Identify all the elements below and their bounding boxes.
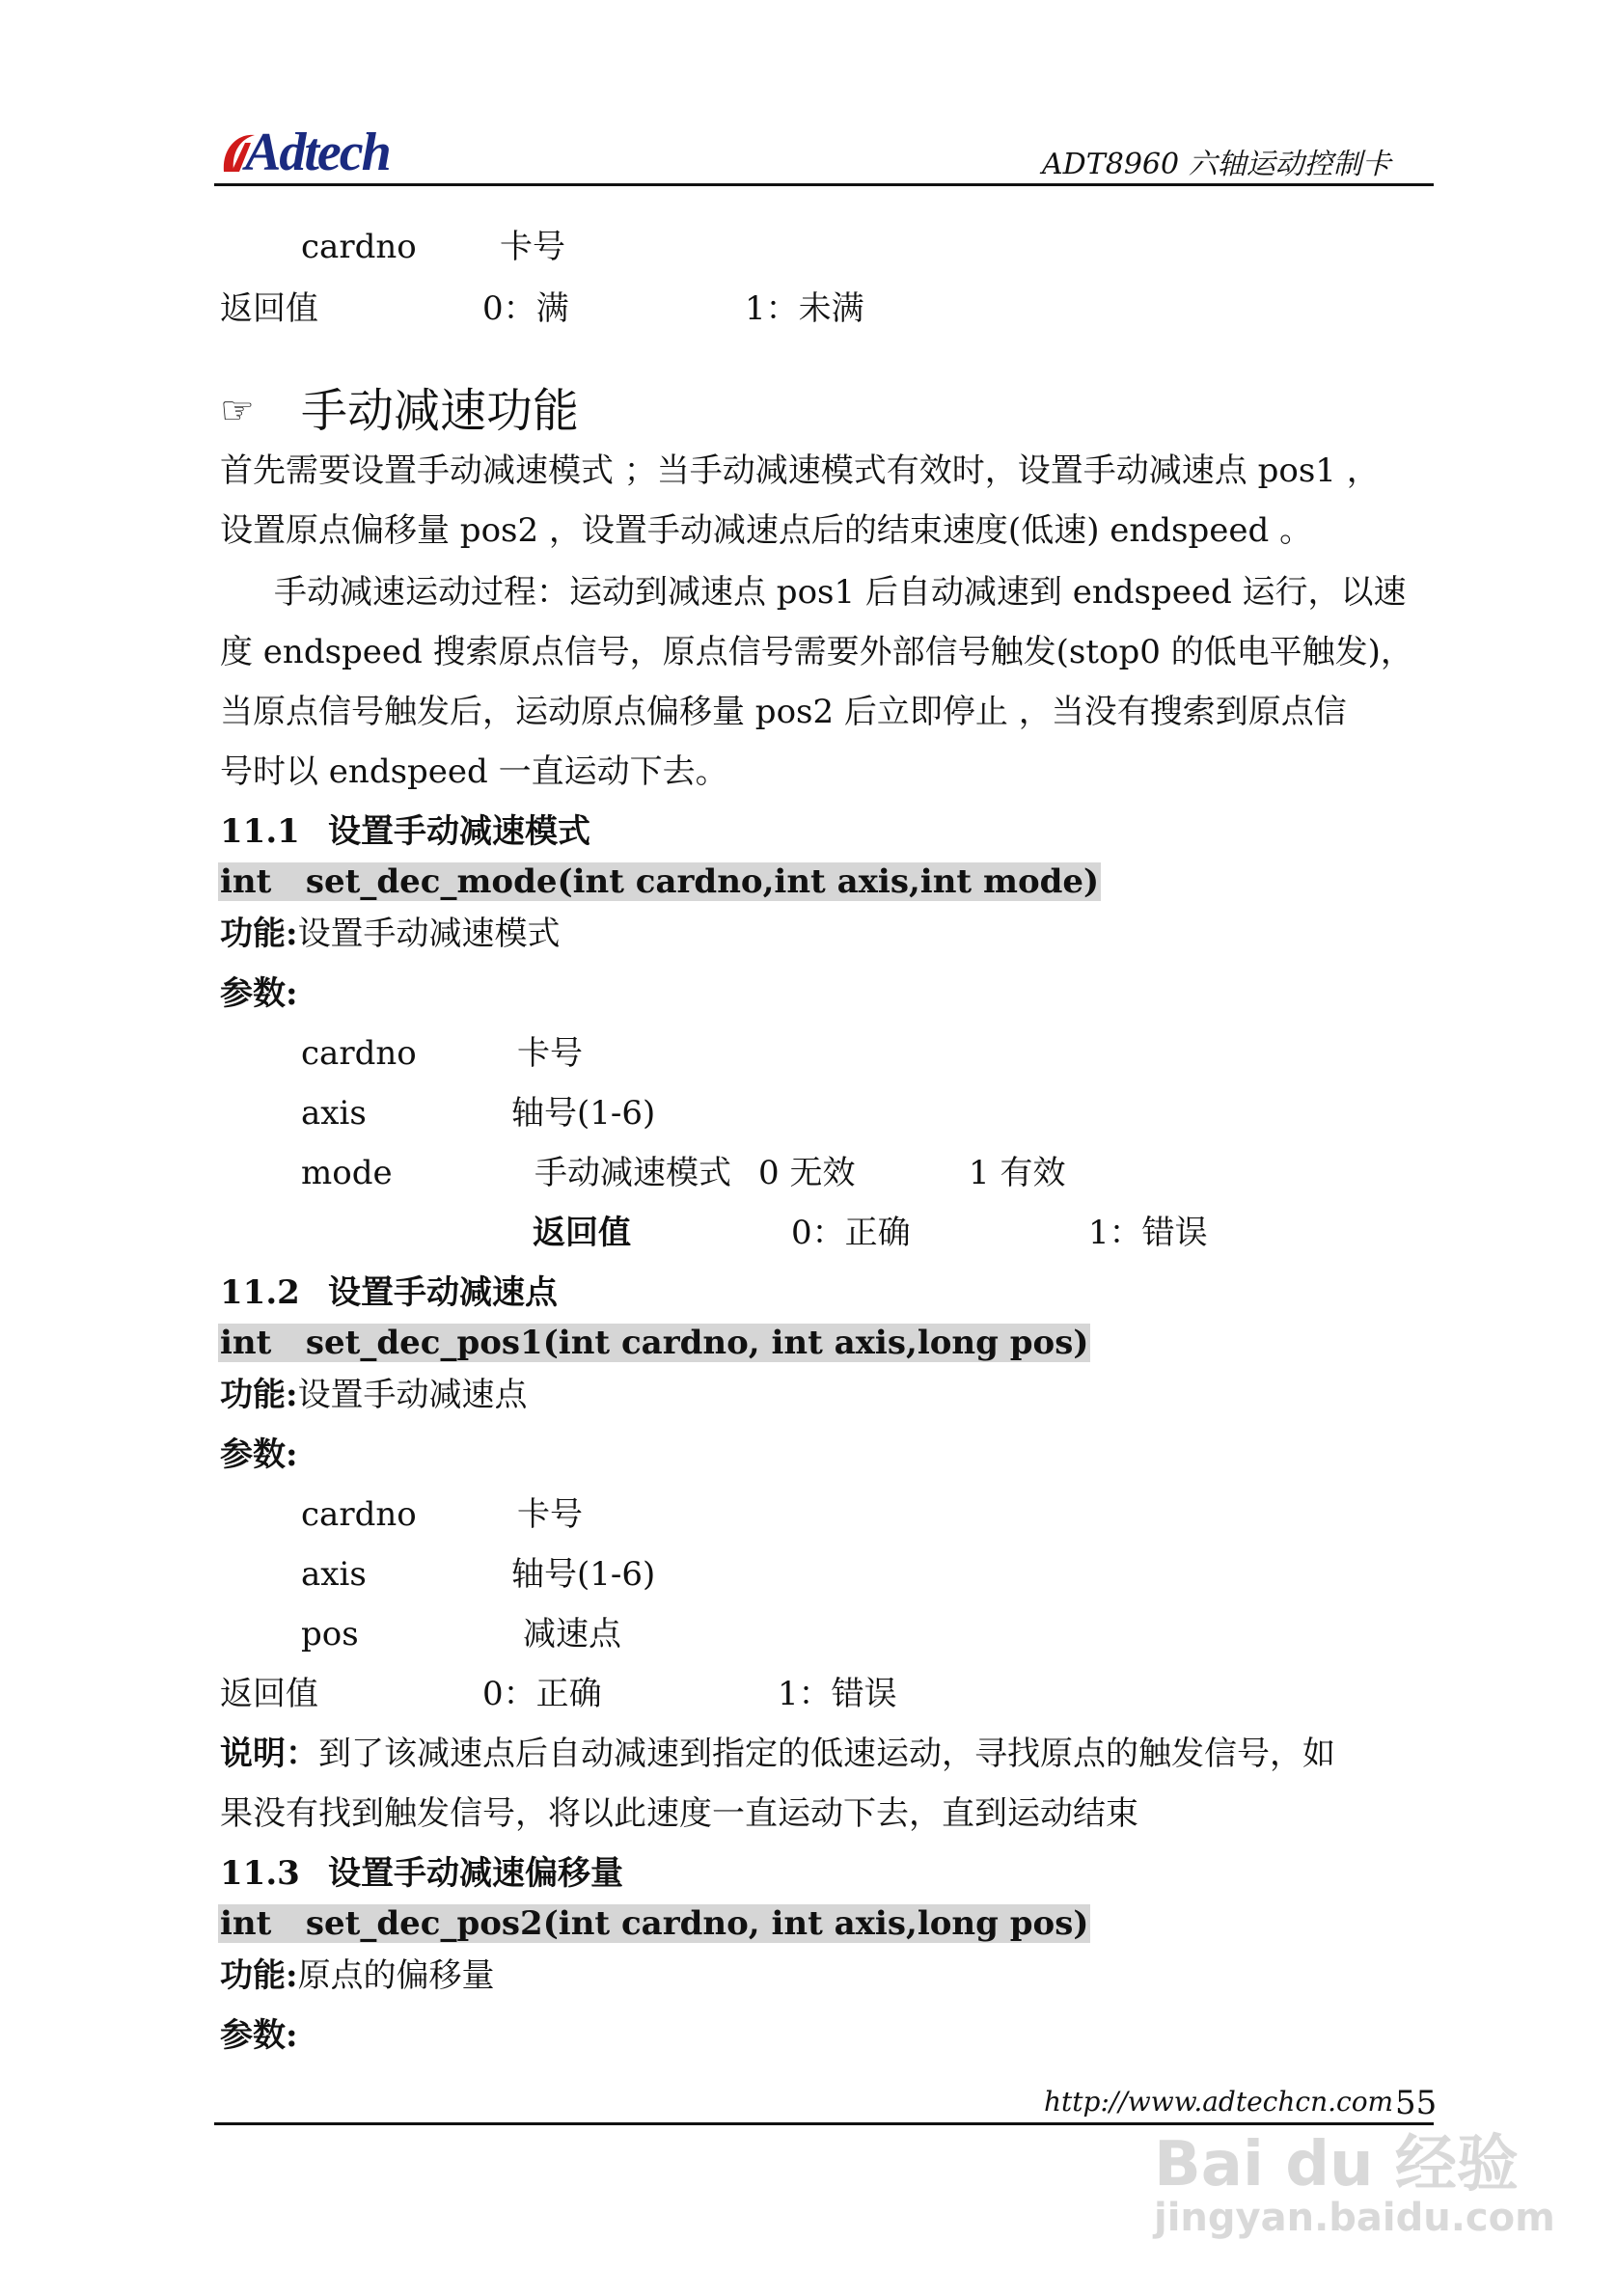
watermark-url: jingyan.baidu.com	[1154, 2196, 1555, 2240]
subsection-number: 11.1	[220, 812, 300, 851]
param-desc: 卡号	[517, 1034, 583, 1073]
page-number: 55	[1395, 2084, 1438, 2122]
params-label: 参数:	[220, 2016, 298, 2055]
paragraph-line: 设置原点偏移量 pos2 ，设置手动减速点后的结束速度(低速) endspeed 。	[220, 511, 1313, 550]
paragraph-line: 度 endspeed 搜索原点信号，原点信号需要外部信号触发(stop0 的低电平触发)，	[220, 633, 1413, 671]
signature-return-type: int	[220, 1904, 272, 1943]
section-title: 手动减速功能	[301, 384, 580, 438]
return-label: 返回值	[533, 1214, 631, 1252]
logo-text: Adtech	[245, 123, 390, 182]
note-text: 到了该减速点后自动减速到指定的低速运动，寻找原点的触发信号，如	[318, 1735, 1335, 1773]
param-name: cardno	[301, 228, 417, 266]
paragraph-line: 号时以 endspeed 一直运动下去。	[220, 752, 728, 791]
params-label: 参数:	[220, 1435, 298, 1474]
function-text: 原点的偏移量	[297, 1956, 495, 1995]
param-value-0: 0 无效	[758, 1154, 856, 1192]
signature-text: set_dec_pos2(int cardno, int axis,long pos)	[305, 1904, 1089, 1943]
param-name: pos	[301, 1615, 359, 1654]
subsection-title: 设置手动减速点	[328, 1273, 558, 1312]
subsection-number: 11.2	[220, 1273, 300, 1312]
param-name: axis	[301, 1555, 367, 1594]
param-desc: 手动减速模式	[534, 1154, 731, 1192]
function-text: 设置手动减速点	[297, 1376, 528, 1414]
param-name: cardno	[301, 1495, 417, 1534]
return-value-0: 0：正确	[791, 1214, 911, 1252]
return-label: 返回值	[220, 289, 318, 328]
footer-url: http://www.adtechcn.com	[1044, 2086, 1394, 2118]
note-line	[220, 1735, 1335, 1773]
function-signature	[218, 862, 1101, 901]
paragraph-line: 手动减速运动过程：运动到减速点 pos1 后自动减速到 endspeed 运行，以速	[274, 573, 1407, 612]
param-desc: 卡号	[500, 228, 565, 266]
signature-text: set_dec_mode(int cardno,int axis,int mode)	[305, 862, 1100, 901]
signature-text: set_dec_pos1(int cardno, int axis,long pos)	[305, 1324, 1089, 1362]
function-label: 功能:	[220, 1956, 298, 1995]
signature-return-type: int	[220, 1324, 272, 1362]
note-line: 果没有找到触发信号，将以此速度一直运动下去，直到运动结束	[220, 1794, 1138, 1833]
watermark-brand: Bai du 经验	[1154, 2129, 1519, 2200]
subsection-number: 11.3	[220, 1854, 300, 1893]
function-description	[220, 1956, 495, 1995]
param-desc: 减速点	[523, 1615, 621, 1654]
param-name: mode	[301, 1154, 393, 1192]
return-value-1: 1：未满	[745, 289, 864, 328]
return-label: 返回值	[220, 1675, 318, 1713]
param-name: axis	[301, 1094, 367, 1133]
param-name: cardno	[301, 1034, 417, 1073]
paragraph-line: 当原点信号触发后，运动原点偏移量 pos2 后立即停止 ，当没有搜索到原点信	[220, 693, 1347, 731]
adtech-logo	[218, 123, 390, 183]
function-description	[220, 1376, 528, 1414]
subsection-title: 设置手动减速模式	[328, 812, 590, 851]
function-signature	[218, 1904, 1090, 1943]
function-signature	[218, 1324, 1090, 1362]
pointing-hand-icon: ☞	[220, 389, 255, 433]
return-value-0: 0：满	[482, 289, 569, 328]
header-title: ADT8960 六轴运动控制卡	[1042, 148, 1391, 181]
return-value-0: 0：正确	[482, 1675, 602, 1713]
return-value-1: 1：错误	[778, 1675, 897, 1713]
function-text: 设置手动减速模式	[297, 915, 561, 953]
signature-return-type: int	[220, 862, 272, 901]
subsection-title: 设置手动减速偏移量	[328, 1854, 623, 1893]
note-label: 说明：	[220, 1735, 318, 1773]
header-rule	[214, 183, 1434, 186]
params-label: 参数:	[220, 974, 298, 1013]
param-value-1: 1 有效	[969, 1154, 1066, 1192]
param-desc: 轴号(1-6)	[511, 1555, 656, 1594]
param-desc: 轴号(1-6)	[511, 1094, 656, 1133]
function-label: 功能:	[220, 915, 298, 953]
function-label: 功能:	[220, 1376, 298, 1414]
return-value-1: 1：错误	[1088, 1214, 1208, 1252]
param-desc: 卡号	[517, 1495, 583, 1534]
paragraph-line: 首先需要设置手动减速模式 ；当手动减速模式有效时，设置手动减速点 pos1 ，	[220, 451, 1380, 490]
function-description	[220, 915, 561, 953]
